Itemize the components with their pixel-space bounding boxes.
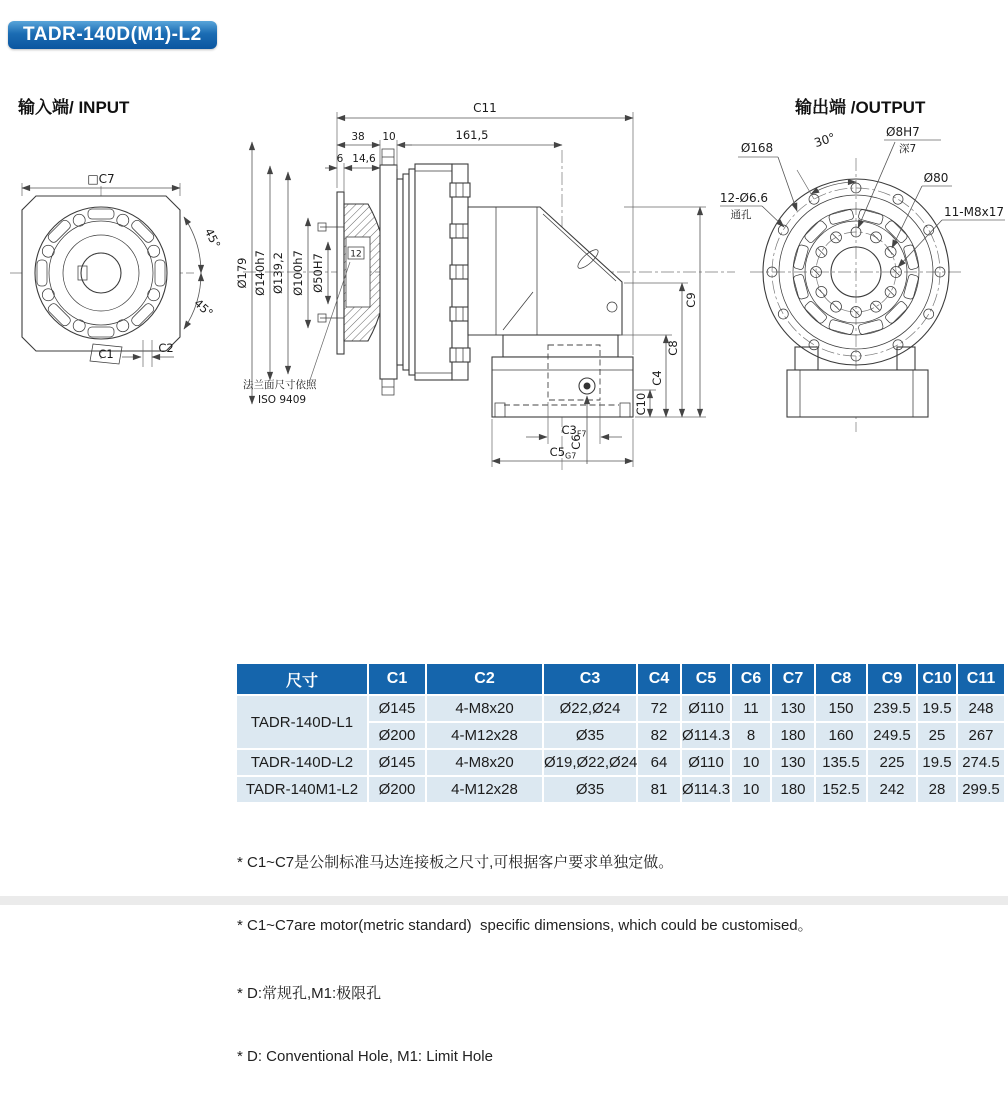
dim-c11-label: C11 [473, 101, 497, 115]
dim-dia140-label: Ø140h7 [253, 250, 267, 296]
cell-c4: 81 [638, 777, 680, 802]
cell-c5: Ø110 [682, 750, 730, 775]
cell-c4: 72 [638, 696, 680, 721]
dim-c1-label: C1 [98, 347, 114, 361]
cell-c1: Ø145 [369, 696, 425, 721]
cell-c2: 4-M8x20 [427, 696, 542, 721]
dim-14-6-label: 14,6 [352, 153, 376, 165]
cell-c8: 150 [816, 696, 866, 721]
title-badge: TADR-140D(M1)-L2 [8, 21, 217, 49]
dim-c2-label: C2 [158, 341, 174, 355]
cell-c5: Ø110 [682, 696, 730, 721]
flange-note-line2: ISO 9409 [258, 394, 307, 406]
cell-c2: 4-M12x28 [427, 777, 542, 802]
cell-c11: 299.5 [958, 777, 1004, 802]
col-header-c5: C5 [682, 664, 730, 694]
cell-c3: Ø35 [544, 777, 636, 802]
cell-c8: 160 [816, 723, 866, 748]
col-header-c3: C3 [544, 664, 636, 694]
footer-divider-bar [0, 896, 1008, 905]
cell-c8: 152.5 [816, 777, 866, 802]
dim-dia139-2-label: Ø139,2 [271, 252, 285, 294]
cell-c11: 267 [958, 723, 1004, 748]
dim-10-label: 10 [382, 131, 396, 143]
table-row [237, 696, 1004, 721]
cell-c2: 4-M8x20 [427, 750, 542, 775]
cell-c7: 130 [772, 696, 814, 721]
cell-c7: 180 [772, 723, 814, 748]
dim-tapped-holes-label: 11-M8x17 [944, 205, 1004, 219]
footnotes [237, 810, 997, 1109]
dim-45-upper-label: 45° [201, 226, 224, 251]
dim-c3-label: $C3_{F7}$ [561, 423, 587, 439]
model-name-cell: TADR-140D-L2 [237, 750, 367, 775]
dim-dia50-label: Ø50H7 [311, 253, 325, 293]
output-base [787, 370, 928, 417]
dim-c4-label: C4 [650, 370, 664, 386]
output-neck [503, 335, 618, 357]
dim-c9-label: C9 [684, 292, 698, 308]
cell-c5: Ø114.3 [682, 777, 730, 802]
side-view [235, 101, 735, 470]
cell-c6: 11 [732, 696, 770, 721]
cell-c11: 274.5 [958, 750, 1004, 775]
cell-c9: 225 [868, 750, 916, 775]
flange-note-line1: 法兰面尺寸依照 [243, 379, 317, 391]
input-section-label: 输入端/ INPUT [18, 98, 130, 117]
output-view [720, 125, 1005, 432]
cell-c10: 28 [918, 777, 956, 802]
col-header-c10: C10 [918, 664, 956, 694]
col-header-c6: C6 [732, 664, 770, 694]
cell-c6: 10 [732, 777, 770, 802]
output-flange-block [492, 357, 633, 417]
technical-drawing [0, 80, 1008, 500]
output-section-label: 输出端 /OUTPUT [795, 98, 926, 117]
col-header-c11: C11 [958, 664, 1004, 694]
cell-c3: Ø19,Ø22,Ø24 [544, 750, 636, 775]
cell-c6: 8 [732, 723, 770, 748]
dim-38-label: 38 [351, 131, 365, 143]
dim-dia100-label: Ø100h7 [291, 250, 305, 296]
dim-dia80-label: Ø80 [923, 171, 949, 185]
dim-30deg-label: 30° [812, 130, 838, 151]
table-row [237, 777, 1004, 802]
col-header-c7: C7 [772, 664, 814, 694]
dim-12-label: 12 [350, 249, 362, 260]
cell-c10: 25 [918, 723, 956, 748]
cell-c4: 64 [638, 750, 680, 775]
table-row [237, 750, 1004, 775]
cell-c2: 4-M12x28 [427, 723, 542, 748]
mounting-flange [380, 165, 397, 379]
cell-c9: 249.5 [868, 723, 916, 748]
col-header-c1: C1 [369, 664, 425, 694]
cell-c1: Ø145 [369, 750, 425, 775]
dim-outer-holes-note-label: 通孔 [730, 209, 752, 221]
cell-c3: Ø35 [544, 723, 636, 748]
cell-c7: 180 [772, 777, 814, 802]
gear-body [415, 164, 452, 380]
cell-c8: 135.5 [816, 750, 866, 775]
model-name-cell: TADR-140D-L1 [237, 696, 367, 748]
cell-c1: Ø200 [369, 777, 425, 802]
cell-c9: 239.5 [868, 696, 916, 721]
output-head [468, 207, 622, 335]
adapter-plate [337, 192, 344, 354]
dim-dia168-label: Ø168 [740, 141, 774, 155]
dim-dia179-label: Ø179 [235, 257, 249, 289]
dim-c6-label: C6 [569, 434, 583, 450]
dim-c10-label: C10 [634, 392, 648, 416]
cell-c10: 19.5 [918, 750, 956, 775]
footnote-en-1: * C1~C7are motor(metric standard) specific dimensions, which could be customised。 [237, 917, 813, 934]
cell-c6: 10 [732, 750, 770, 775]
cell-c3: Ø22,Ø24 [544, 696, 636, 721]
input-view [10, 172, 223, 367]
dim-c5-label: $C5_{G7}$ [549, 445, 577, 461]
dim-6-label: 6 [336, 153, 344, 165]
dimension-table [235, 662, 1006, 804]
cell-c5: Ø114.3 [682, 723, 730, 748]
col-header-size: 尺寸 [237, 664, 367, 694]
footnote-cn-2: * D:常规孔,M1:极限孔 [237, 985, 382, 1002]
col-header-c8: C8 [816, 664, 866, 694]
cell-c1: Ø200 [369, 723, 425, 748]
cell-c7: 130 [772, 750, 814, 775]
dim-c8-label: C8 [666, 340, 680, 356]
footnote-en-2: * D: Conventional Hole, M1: Limit Hole [237, 1048, 493, 1065]
table-header-row [237, 664, 1004, 694]
cell-c9: 242 [868, 777, 916, 802]
dim-outer-holes-label: 12-Ø6.6 [719, 191, 769, 205]
col-header-c9: C9 [868, 664, 916, 694]
cell-c4: 82 [638, 723, 680, 748]
dim-pin-hole-label: Ø8H7 [886, 125, 920, 139]
dim-pin-depth-label: 深7 [899, 143, 917, 155]
dim-c7-label: □C7 [87, 172, 115, 186]
cell-c11: 248 [958, 696, 1004, 721]
dim-45-lower-label: 45° [191, 296, 216, 321]
adapter-bore [346, 237, 370, 307]
model-name-cell: TADR-140M1-L2 [237, 777, 367, 802]
dim-161-5-label: 161,5 [455, 128, 489, 142]
col-header-c4: C4 [638, 664, 680, 694]
footnote-cn-1: * C1~C7是公制标准马达连接板之尺寸,可根据客户要求单独定做。 [237, 854, 674, 871]
cell-c10: 19.5 [918, 696, 956, 721]
col-header-c2: C2 [427, 664, 542, 694]
